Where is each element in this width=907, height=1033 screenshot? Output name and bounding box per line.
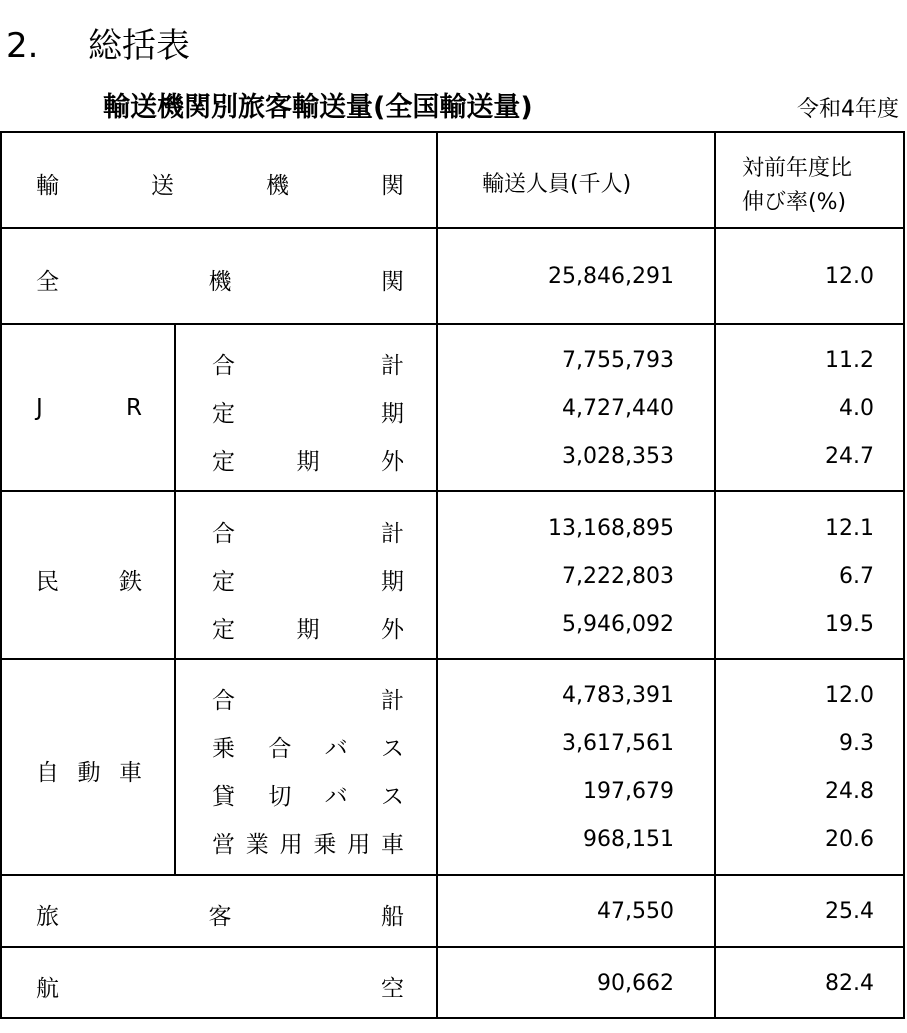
growth-private-commuter: 6.7	[839, 564, 874, 589]
passengers-private-non-commuter: 5,946,092	[562, 612, 674, 637]
sub-label-jr-non-commuter: 定 期 外	[212, 449, 404, 475]
header-growth-line1: 対前年度比	[742, 156, 853, 181]
passengers-all: 25,846,291	[548, 264, 674, 289]
sub-label-private-non-commuter: 定 期 外	[212, 617, 404, 643]
table-border	[0, 131, 905, 133]
header-growth-line2: 伸び率(%)	[742, 190, 847, 215]
group-label-motor: 自 動 車	[36, 760, 142, 786]
section-number: 2.	[6, 26, 39, 66]
growth-charter-bus: 24.8	[825, 779, 874, 804]
growth-ship: 25.4	[825, 899, 874, 924]
row-divider	[0, 227, 905, 229]
table-border	[0, 131, 2, 1019]
passengers-jr-commuter: 4,727,440	[562, 396, 674, 421]
column-divider	[714, 131, 716, 1019]
growth-private-total: 12.1	[825, 516, 874, 541]
row-label-all: 全 機 関	[36, 269, 404, 295]
row-divider	[0, 658, 905, 660]
table-border	[0, 1017, 905, 1019]
row-label-ship: 旅 客 船	[36, 904, 404, 930]
summary-table	[0, 131, 905, 1019]
header-passengers: 輸送人員(千人)	[482, 172, 632, 197]
table-title: 輸送機関別旅客輸送量(全国輸送量)	[103, 92, 533, 123]
passengers-charter-bus: 197,679	[583, 779, 674, 804]
passengers-ship: 47,550	[597, 899, 674, 924]
growth-route-bus: 9.3	[839, 731, 874, 756]
sub-label-jr-total: 合 計	[212, 353, 404, 379]
header-agency: 輸 送 機 関	[36, 173, 404, 199]
subcolumn-divider	[174, 323, 176, 875]
row-label-air: 航 空	[36, 976, 404, 1002]
row-divider	[0, 946, 905, 948]
sub-label-charter-bus: 貸 切 バ ス	[212, 784, 404, 810]
passengers-air: 90,662	[597, 971, 674, 996]
passengers-route-bus: 3,617,561	[562, 731, 674, 756]
sub-label-route-bus: 乗 合 バ ス	[212, 736, 404, 762]
sub-label-taxi: 営 業 用 乗 用 車	[212, 832, 404, 858]
fiscal-year: 令和4年度	[797, 97, 899, 122]
growth-private-non-commuter: 19.5	[825, 612, 874, 637]
passengers-taxi: 968,151	[583, 827, 674, 852]
growth-jr-commuter: 4.0	[839, 396, 874, 421]
growth-all: 12.0	[825, 264, 874, 289]
passengers-jr-total: 7,755,793	[562, 348, 674, 373]
column-divider	[436, 131, 438, 1019]
growth-air: 82.4	[825, 971, 874, 996]
passengers-private-commuter: 7,222,803	[562, 564, 674, 589]
group-label-private-rail: 民 鉄	[36, 569, 142, 595]
row-divider	[0, 323, 905, 325]
group-label-jr: J R	[36, 395, 142, 421]
section-heading	[6, 18, 190, 67]
growth-taxi: 20.6	[825, 827, 874, 852]
table-border	[903, 131, 905, 1019]
growth-jr-non-commuter: 24.7	[825, 444, 874, 469]
passengers-motor-total: 4,783,391	[562, 683, 674, 708]
section-title: 総括表	[88, 26, 190, 66]
passengers-jr-non-commuter: 3,028,353	[562, 444, 674, 469]
sub-label-motor-total: 合 計	[212, 688, 404, 714]
growth-motor-total: 12.0	[825, 683, 874, 708]
row-divider	[0, 490, 905, 492]
passengers-private-total: 13,168,895	[548, 516, 674, 541]
sub-label-private-commuter: 定 期	[212, 569, 404, 595]
growth-jr-total: 11.2	[825, 348, 874, 373]
sub-label-private-total: 合 計	[212, 521, 404, 547]
sub-label-jr-commuter: 定 期	[212, 401, 404, 427]
row-divider	[0, 874, 905, 876]
